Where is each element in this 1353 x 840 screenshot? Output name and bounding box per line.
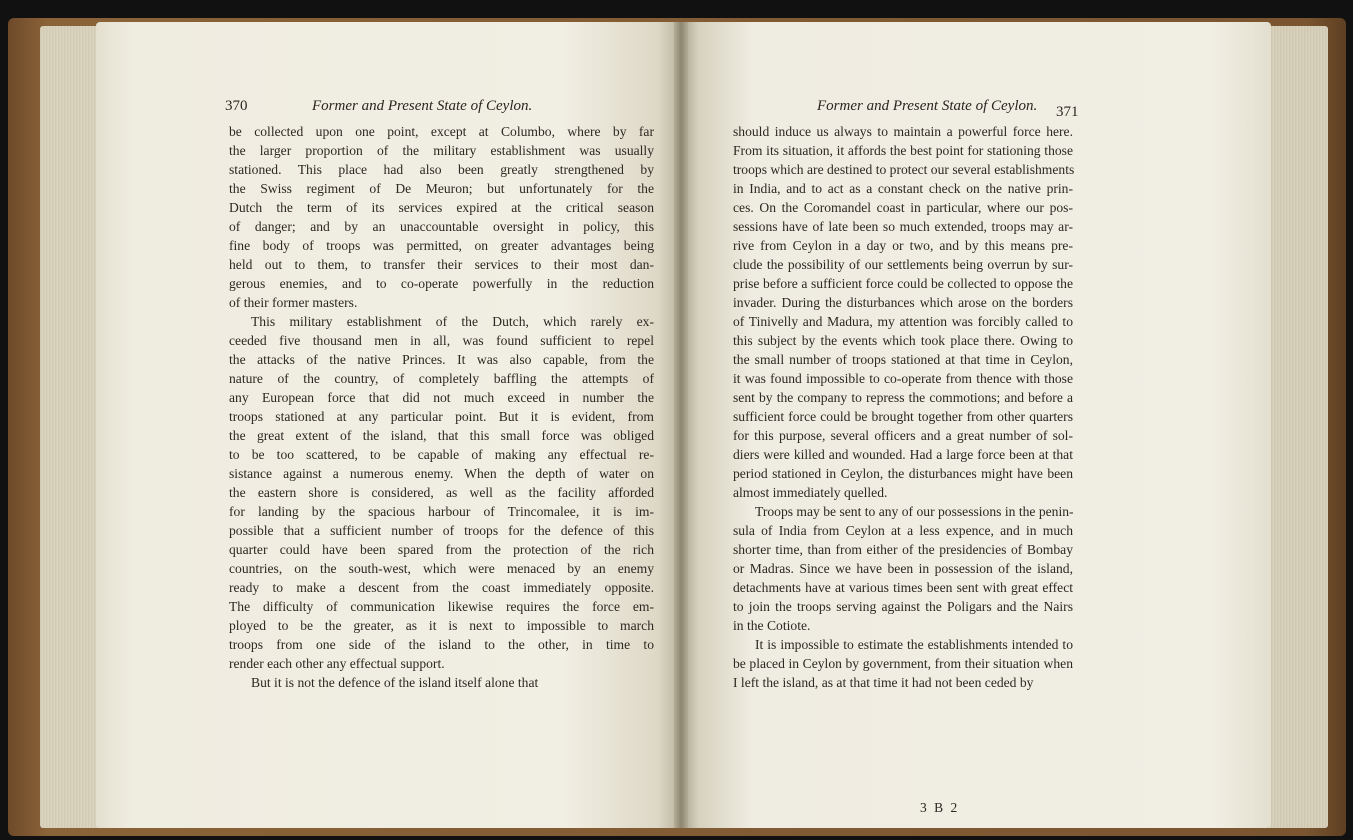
text-line: should induce us always to maintain a powerful force here. [733,124,1073,139]
text-line: shorter time, than from either of the presidencies of Bombay [733,542,1073,557]
text-line: troops from one side of the island to the other, in time to [229,637,654,652]
text-line: sula of India from Ceylon at a less expence, and in much [733,523,1073,538]
text-line: it was found impossible to co-operate from thence with those [733,371,1073,386]
text-line: quarter could have been spared from the protection of the rich [229,542,654,557]
left-page-text [229,122,654,692]
text-line: the attacks of the native Princes. It was also capable, from the [229,352,654,367]
text-line: the eastern shore is considered, as well as the facility afforded [229,485,654,500]
text-line: held out to them, to transfer their services to their most dan- [229,257,654,272]
text-line: sessions have of late been so much extended, troops may ar- [733,219,1073,234]
text-line: Troops may be sent to any of our possessions in the penin- [755,504,1074,519]
text-line: fine body of troops was permitted, on greater advantages being [229,238,654,253]
text-line: sent by the company to repress the commotions; and before a [733,390,1073,405]
text-line: or Madras. Since we have been in possession of the island, [733,561,1073,576]
text-line: of their former masters. [229,295,358,310]
text-line: the larger proportion of the military establishment was usually [229,143,654,158]
text-line: the great extent of the island, that this small force was obliged [229,428,654,443]
text-line: render each other any effectual support. [229,656,445,671]
text-line: ceeded five thousand men in all, was found sufficient to repel [229,333,654,348]
text-line: to join the troops serving against the Poligars and the Nairs [733,599,1073,614]
text-line: detachments have at various times been sent with great effect [733,580,1073,595]
text-line: nature of the country, of completely baffling the attempts of [229,371,654,386]
right-running-head: Former and Present State of Ceylon. [817,98,1038,114]
text-line: The difficulty of communication likewise requires the force em- [229,599,654,614]
right-page-text [733,122,1073,692]
text-line: clude the possibility of our settlements being overrun by sur- [733,257,1073,272]
text-line: stationed. This place had also been greatly strengthened by [229,162,654,177]
text-line: But it is not the defence of the island itself alone that [251,675,539,690]
signature-mark: 3 B 2 [920,800,960,815]
text-line: countries, on the south-west, which were menaced by an enemy [229,561,654,576]
text-line: rive from Ceylon in a day or two, and by this means pre- [733,238,1073,253]
text-line: in the Cotiote. [733,618,811,633]
text-line: From its situation, it affords the best point for stationing those [733,143,1073,158]
left-running-head: Former and Present State of Ceylon. [312,98,533,114]
text-line: this subject by the events which took place there. Owing to [733,333,1073,348]
right-page-edges [1268,26,1328,828]
text-line: It is impossible to estimate the establishments intended to [755,637,1073,652]
text-line: ready to make a descent from the coast immediately opposite. [229,580,654,595]
text-line: This military establishment of the Dutch, which rarely ex- [251,314,654,329]
text-line: troops stationed at any particular point. But it is evident, from [229,409,654,424]
text-line: any European force that did not much exceed in number the [229,390,654,405]
text-line: possible that a sufficient number of troops for the defence of this [229,523,654,538]
text-line: almost immediately quelled. [733,485,888,500]
text-line: Dutch the term of its services expired at the critical season [229,200,654,215]
text-line: prise before a sufficient force could be collected to oppose the [733,276,1073,291]
text-line: be collected upon one point, except at Columbo, where by far [229,124,654,139]
text-line: of danger; and by an unaccountable oversight in policy, this [229,219,654,234]
left-page-edges [40,26,102,828]
text-line: I left the island, as at that time it had not been ceded by [733,675,1034,690]
text-line: the Swiss regiment of De Meuron; but unfortunately for the [229,181,654,196]
text-line: sufficient force could be brought together from other quarters [733,409,1073,424]
text-line: gerous enemies, and to co-operate powerfully in the reduction [229,276,654,291]
left-page-number: 370 [225,98,248,114]
text-line: diers were killed and wounded. Had a large force been at that [733,447,1073,462]
text-line: in India, and to act as a constant check on the native prin- [733,181,1073,196]
text-line: invader. During the disturbances which arose on the borders [733,295,1073,310]
text-line: period stationed in Ceylon, the disturbances might have been [733,466,1073,481]
text-line: ces. On the Coromandel coast in particular, where our pos- [733,200,1073,215]
text-line: for this purpose, several officers and a great number of sol- [733,428,1073,443]
text-line: sistance against a numerous enemy. When the depth of water on [229,466,654,481]
text-line: ployed to be the greater, as it is next to impossible to march [229,618,654,633]
text-line: to be too scattered, to be capable of making any effectual re- [229,447,654,462]
text-line: the small number of troops stationed at that time in Ceylon, [733,352,1073,367]
text-line: for landing by the spacious harbour of Trincomalee, it is im- [229,504,654,519]
text-line: be placed in Ceylon by government, from their situation when [733,656,1073,671]
text-line: troops which are destined to protect our several establishments [733,162,1075,177]
text-line: of Tinivelly and Madura, my attention was forcibly called to [733,314,1073,329]
right-page-number: 371 [1056,104,1079,120]
book-gutter [674,22,688,828]
